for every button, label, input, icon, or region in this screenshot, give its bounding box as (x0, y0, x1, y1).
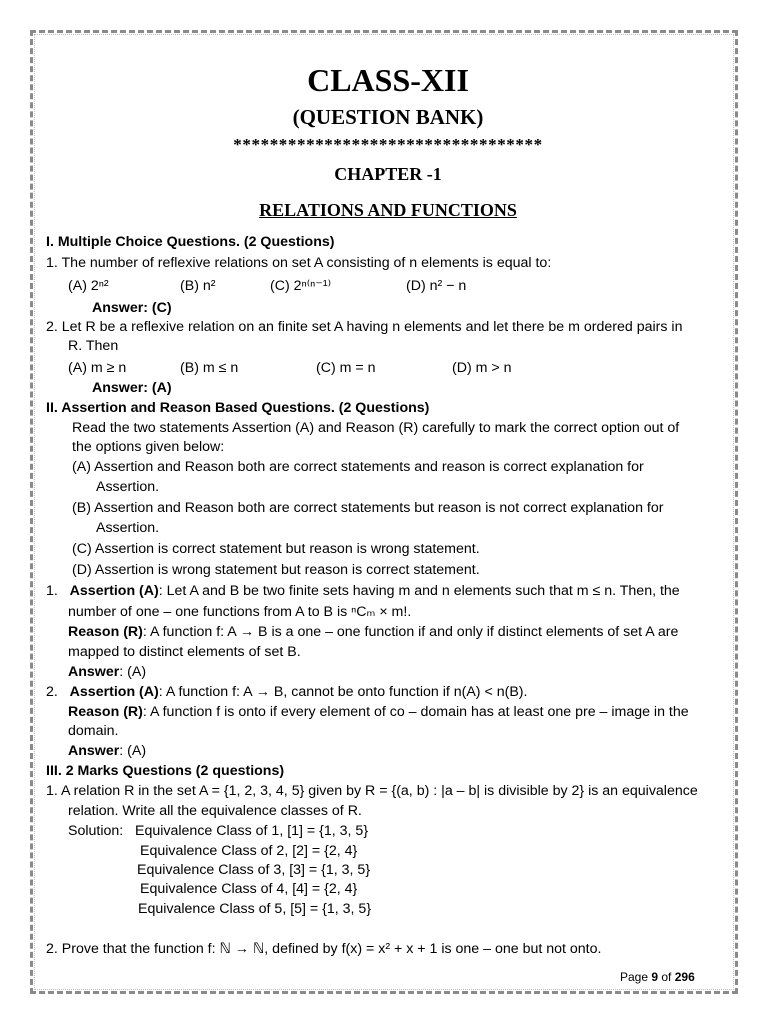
mcq-q2-text-1: 2. Let R be a reflexive relation on an finite set A having n elements and let there be m ordered pairs in (46, 319, 683, 335)
equivalence-class-3: Equivalence Class of 3, [3] = {1, 3, 5} (137, 862, 371, 878)
assertion-q2-reason-2: domain. (68, 723, 119, 739)
page-title: CLASS-XII (307, 62, 469, 98)
assertion-q1-reason-1: : A function f: A → B is a one – one function if and only if distinct elements of set A are (142, 624, 679, 640)
assertion-q2-line-1 (46, 684, 527, 701)
assertion-q1-line-1 (46, 583, 680, 600)
assertion-option-d: (D) Assertion is wrong statement but reason is correct statement. (72, 562, 480, 578)
assertion-q2-label: Assertion (A) (69, 684, 159, 700)
page-prefix: Page (620, 970, 652, 984)
mcq-q2-option-c: (C) m = n (316, 360, 376, 376)
assertion-q2-answer-line (68, 743, 146, 760)
assertion-q1-answer-line (68, 664, 146, 681)
mcq-q2-option-a: (A) m ≥ n (68, 360, 127, 376)
mcq-q2-option-d: (D) m > n (452, 360, 512, 376)
two-mark-q2-text: 2. Prove that the function f: ℕ → ℕ, defined by f(x) = x² + x + 1 is one – one but not onto. (46, 941, 602, 957)
assertion-q1-answer-label: Answer (68, 664, 120, 680)
mcq-q1-option-b: (B) n² (180, 278, 216, 294)
equivalence-class-4: Equivalence Class of 4, [4] = {2, 4} (140, 881, 358, 897)
solution-label: Solution: (68, 823, 124, 839)
assertion-q1-text-2: number of one – one functions from A to B is ⁿCₘ × m!. (68, 604, 412, 620)
page-subtitle: (QUESTION BANK) (292, 105, 484, 129)
star-divider: ********************************** (233, 135, 543, 154)
assertion-option-c: (C) Assertion is correct statement but reason is wrong statement. (72, 541, 480, 557)
section-heading-mcq: I. Multiple Choice Questions. (2 Questions) (46, 234, 335, 250)
two-mark-q1-text-2: relation. Write all the equivalence classes of R. (68, 803, 362, 819)
mcq-q1-option-a: (A) 2ⁿ² (68, 278, 109, 294)
page-number (620, 970, 695, 984)
mcq-q1-text: 1. The number of reflexive relations on set A consisting of n elements is equal to: (46, 255, 552, 271)
assertion-q1-number: 1. (46, 583, 58, 599)
equivalence-class-1: Equivalence Class of 1, [1] = {1, 3, 5} (135, 823, 369, 839)
mcq-q2-option-b: (B) m ≤ n (180, 360, 239, 376)
equivalence-class-5: Equivalence Class of 5, [5] = {1, 3, 5} (138, 901, 372, 917)
assertion-q1-reason-line (68, 624, 678, 641)
two-mark-q1-text-1: 1. A relation R in the set A = {1, 2, 3, 4, 5} given by R = {(a, b) : |a – b| is divisible by 2} is an equivalence (46, 783, 698, 799)
mcq-q1-answer: Answer: (C) (92, 300, 172, 316)
mcq-q1-option-d: (D) n² − n (406, 278, 467, 294)
mcq-q1-option-c: (C) 2ⁿ⁽ⁿ⁻¹⁾ (270, 278, 332, 294)
assertion-option-b-2: Assertion. (96, 520, 160, 536)
assertion-q2-reason-line (68, 704, 689, 721)
chapter-heading: CHAPTER -1 (334, 164, 442, 184)
assertion-option-b-1: (B) Assertion and Reason both are correct statements but reason is not correct explanation for (72, 500, 664, 516)
mcq-q2-answer: Answer: (A) (92, 380, 172, 396)
assertion-option-a-2: Assertion. (96, 479, 160, 495)
topic-heading: RELATIONS AND FUNCTIONS (259, 200, 517, 220)
assertion-q2-text: : A function f: A → B, cannot be onto function if n(A) < n(B). (158, 684, 528, 700)
section-heading-2marks: III. 2 Marks Questions (2 questions) (46, 763, 285, 779)
equivalence-class-2: Equivalence Class of 2, [2] = {2, 4} (140, 843, 358, 859)
assertion-q2-answer-label: Answer (68, 743, 120, 759)
mcq-q2-text-2: R. Then (68, 338, 119, 354)
assertion-q1-reason-2: mapped to distinct elements of set B. (68, 644, 301, 660)
page-total: 296 (674, 970, 695, 984)
assertion-q1-reason-label: Reason (R) (68, 624, 143, 640)
assertion-q1-text-1: : Let A and B be two finite sets having m and n elements such that m ≤ n. Then, the (158, 583, 680, 599)
assertion-q2-answer: : (A) (119, 743, 147, 759)
page-current: 9 (651, 970, 659, 984)
assertion-option-a-1: (A) Assertion and Reason both are correct statements and reason is correct explanation for (72, 459, 644, 475)
section-heading-assertion: II. Assertion and Reason Based Questions. (2 Questions) (46, 400, 430, 416)
assertion-intro-2: the options given below: (72, 439, 225, 455)
assertion-intro-1: Read the two statements Assertion (A) and Reason (R) carefully to mark the correct option out of (72, 420, 680, 436)
assertion-q2-reason-1: : A function f is onto if every element of co – domain has at least one pre – image in the (142, 704, 689, 720)
page-of: of (658, 970, 675, 984)
assertion-q1-answer: : (A) (119, 664, 147, 680)
assertion-q2-number: 2. (46, 684, 58, 700)
assertion-q1-label: Assertion (A) (69, 583, 159, 599)
assertion-q2-reason-label: Reason (R) (68, 704, 143, 720)
